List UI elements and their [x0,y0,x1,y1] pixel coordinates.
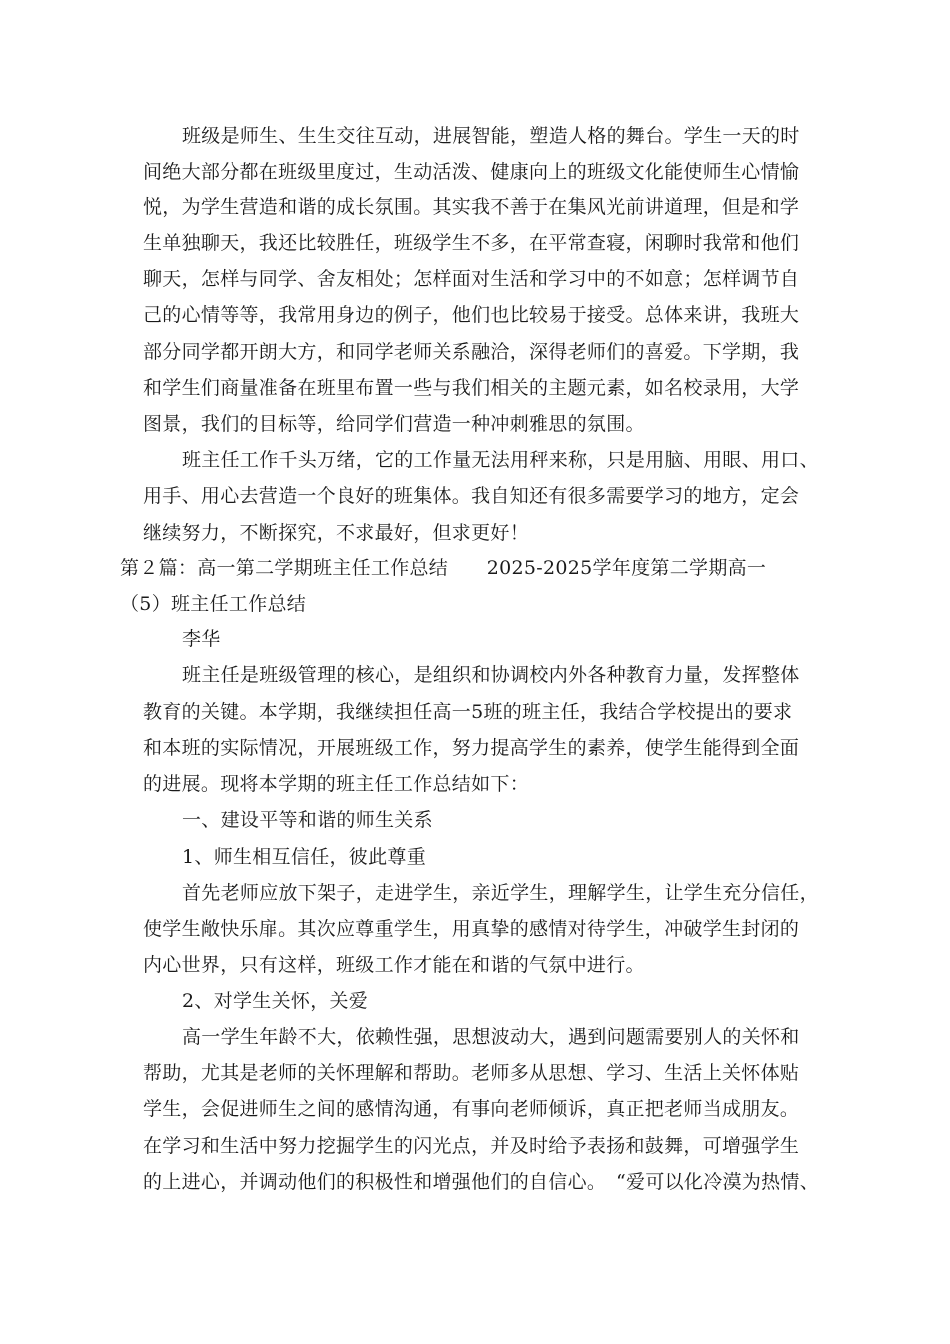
paragraph-line: 图景，我们的目标等，给同学们营造一种冲刺雅思的氛围。 [143,413,645,435]
paragraph-line: 继续努力，不断探究，不求最好，但求更好！ [143,522,530,544]
subsection-heading: 1、师生相互信任，彼此尊重 [182,846,426,868]
section-heading-continuation: （5）班主任工作总结 [120,593,307,615]
paragraph-line: 聊天，怎样与同学、舍友相处；怎样面对生活和学习中的不如意；怎样调节自 [143,268,800,290]
paragraph-line: 间绝大部分都在班级里度过，生动活泼、健康向上的班级文化能使师生心情愉 [143,161,800,183]
paragraph-line: 在学习和生活中努力挖掘学生的闪光点，并及时给予表扬和鼓舞，可增强学生 [143,1135,800,1157]
paragraph-line: 使学生敞快乐扉。其次应尊重学生，用真挚的感情对待学生，冲破学生封闭的 [143,918,800,940]
paragraph-line: 教育的关键。本学期，我继续担任高一5班的班主任，我结合学校提出的要求 [143,701,793,723]
paragraph-line: 班主任工作千头万绪，它的工作量无法用秤来称，只是用脑、用眼、用口、 [182,449,819,471]
paragraph-line: 生单独聊天，我还比较胜任，班级学生不多，在平常查寝，闲聊时我常和他们 [143,232,800,254]
paragraph-line: 帮助，尤其是老师的关怀理解和帮助。老师多从思想、学习、生活上关怀体贴 [143,1062,800,1084]
paragraph-line: 学生，会促进师生之间的感情沟通，有事向老师倾诉，真正把老师当成朋友。 [143,1098,800,1120]
paragraph-line: 和学生们商量准备在班里布置一些与我们相关的主题元素，如名校录用，大学 [143,377,800,399]
paragraph-line: 首先老师应放下架子，走进学生，亲近学生，理解学生，让学生充分信任， [182,882,819,904]
paragraph-line: 用手、用心去营造一个良好的班集体。我自知还有很多需要学习的地方，定会 [143,485,800,507]
paragraph-line: 内心世界，只有这样，班级工作才能在和谐的气氛中进行。 [143,954,645,976]
section-heading: 第２篇：高一第二学期班主任工作总结 2025-2025学年度第二学期高一 [120,557,767,579]
paragraph-line: 的进展。现将本学期的班主任工作总结如下： [143,773,530,795]
subsection-heading: 2、对学生关怀，关爱 [182,990,369,1012]
author-name: 李华 [182,628,221,650]
paragraph-line: 悦，为学生营造和谐的成长氛围。其实我不善于在集风光前讲道理，但是和学 [143,196,800,218]
paragraph-line: 的上进心，并调动他们的积极性和增强他们的自信心。 “爱可以化冷漠为热情、 [143,1171,820,1193]
paragraph-line: 和本班的实际情况，开展班级工作，努力提高学生的素养，使学生能得到全面 [143,737,800,759]
subsection-heading: 一、建设平等和谐的师生关系 [182,809,433,831]
paragraph-line: 高一学生年龄不大，依赖性强，思想波动大，遇到问题需要别人的关怀和 [182,1026,800,1048]
paragraph-line: 班级是师生、生生交往互动，进展智能，塑造人格的舞台。学生一天的时 [182,125,800,147]
paragraph-line: 己的心情等等，我常用身边的例子，他们也比较易于接受。总体来讲，我班大 [143,304,800,326]
paragraph-line: 班主任是班级管理的核心，是组织和协调校内外各种教育力量，发挥整体 [182,664,800,686]
paragraph-line: 部分同学都开朗大方，和同学老师关系融洽，深得老师们的喜爱。下学期，我 [143,341,800,363]
